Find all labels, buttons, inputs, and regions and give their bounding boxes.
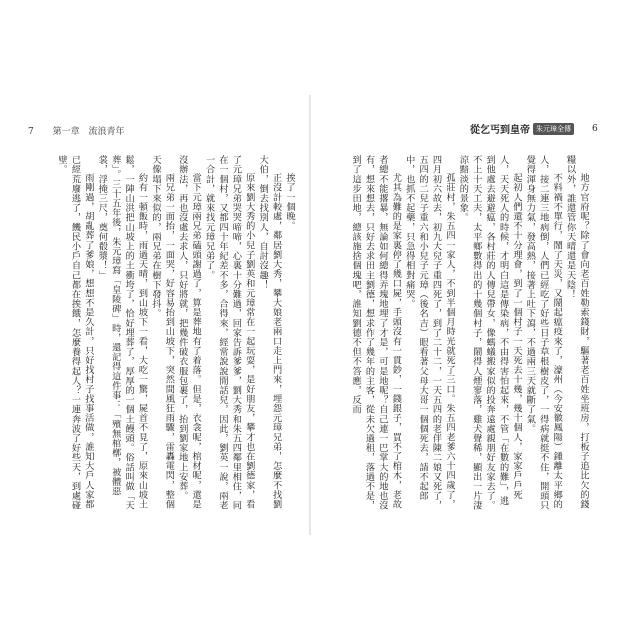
left-paragraph: 原來劉大秀的小兒子劉英和元璋常在一起玩耍，是好朋友，攀才也在劉德家，看了元璋兄弟哭哭啼啼，心裏十分難過，回家告訴爹爹，劉大秀和朱五四鄰里相住，同在一個村，又都四十年紀差不多，合得來，經常說說閒話兒，因此，劉英一說，兩老一合計，就來找元璋兄弟了。 <box>203 155 255 511</box>
right-paragraph: 起初人們還不十分理會，到了一個村子一天死去十幾，幾十個人，家家戶戶死人，天天死人的時候，才明白這是傳染病，不由得害怕起來，不管「在數的難」，逃到他處去避避瘟，各村莊的人傳兒帶女，像螞蟻搬家似的投奔遠處親朋好友家去了。不上十天工夫，太平鄉數得出的十幾個村子，鬧得人煙寥落，雞犬聲稀，顯出一片淒涼黯淡的景象。 <box>457 155 522 511</box>
book-gutter <box>309 95 311 535</box>
book-title: 從乞丐到皇帝 <box>470 125 530 136</box>
chapter-label: 第一章 <box>52 127 80 137</box>
left-paragraph: 雨剛過，胡亂葬了爹娘，想想不是久計，只好找村子找事活做，誰知大戶人家都已經荒廢逃了，饑民小戶自己都在挨餓，怎麼養得起人？一連奔波了好些天，到處碰壁。 <box>56 155 94 511</box>
series-badge: 朱元璋全傳 <box>533 123 574 135</box>
right-paragraph: 地方官府呢？除了會向老百姓勒索錢財，驅著老百姓坐班房，打板子追比欠的錢糧以外，誰還管你天晴還是天陰！ <box>564 155 589 510</box>
left-page-body <box>28 155 296 515</box>
right-paragraph: 尤其為難的是家裏停了幾口屍，手頭沒有一貫鈔，一錢銀子，買不了棺木，老故者總不能撂暴，無論如何總得弄塊地埋了才是，可是地呢？自己連一巴掌大的地也沒有，想來想去，只好去求田主劉德，想求作了幾年的主客，從未欠過租，落過不是，到了這步田地，總該施捨個塊吧，誰知劉德不但不答應，反而 <box>350 155 402 511</box>
left-paragraph: 當下元璋兩兄弟磕頭謝過了，算是葬地有了着落。但是，衣衾呢，棺材呢，還是沒辦法，再也沒處去求人，只好將就，把幾件破衣服包裹了，抬到劉家地上安葬。 <box>176 155 202 510</box>
right-page-body <box>325 155 590 515</box>
left-page-number: 7 <box>28 127 34 137</box>
left-running-header <box>28 124 125 137</box>
left-paragraph: 兩兄弟一面抬，一面哭，好容易抬到山坡下，突然間風狂雨驟，雷轟電閃，整個天像塌下來似的，兩兄弟在樹下發抖。 <box>149 155 175 510</box>
right-page-number: 6 <box>592 123 598 134</box>
left-paragraph: 正沒計較處，鄰居劉大秀，攀大娘老兩口走上門來，埋怨元璋兄弟，怎麼不找劉大伯，倒去找別人，自討沒趣！ <box>257 155 282 510</box>
chapter-title: 流浪青年 <box>88 127 125 137</box>
right-running-header <box>470 121 598 136</box>
right-paragraph: 不料禍不單行，鬧了天災，又鬧起瘟疫來了，濠州（今安徽鳳陽）鍾離太平鄉的人，接二連三地病倒，人們已經吃了好些日子草根樹皮了，一得病就挺不住，開頭只覺得渾身無力氣，發高熱，接著上吐下瀉，不過兩三天就斷了氣。 <box>524 155 563 511</box>
left-paragraph: 挨了一個晚。 <box>284 173 295 231</box>
left-paragraph: 約有一頓飯時，雨過天晴，到山坡下一看，大吃一驚，屍首不見了，原來山坡土鬆，一陣山洪把山坡上的土衝垮了，恰好埋葬了，厚厚的一個土饅頭。俗話叫做「天葬」。三十五年後，朱元璋寫「皇陵碑」時，還記得這件事：「殯無棺槨，被體惡裳，浮掩三尺，奠何殽漿！」 <box>96 155 148 511</box>
right-paragraph: 孤莊村，朱五四一家人，不到半個月時光就死了三口。朱五四老爹六十四歲了，四月初六故去，初九大兒子重四死了，到了二十二，一天五四的老伴陳二娘又死了，五四的二兒子重六和小兒子元璋（後名吉）眼看著父母大哥一個個死去，請不起郎中，也抓不起藥，只急得相對痛哭。 <box>403 155 455 511</box>
